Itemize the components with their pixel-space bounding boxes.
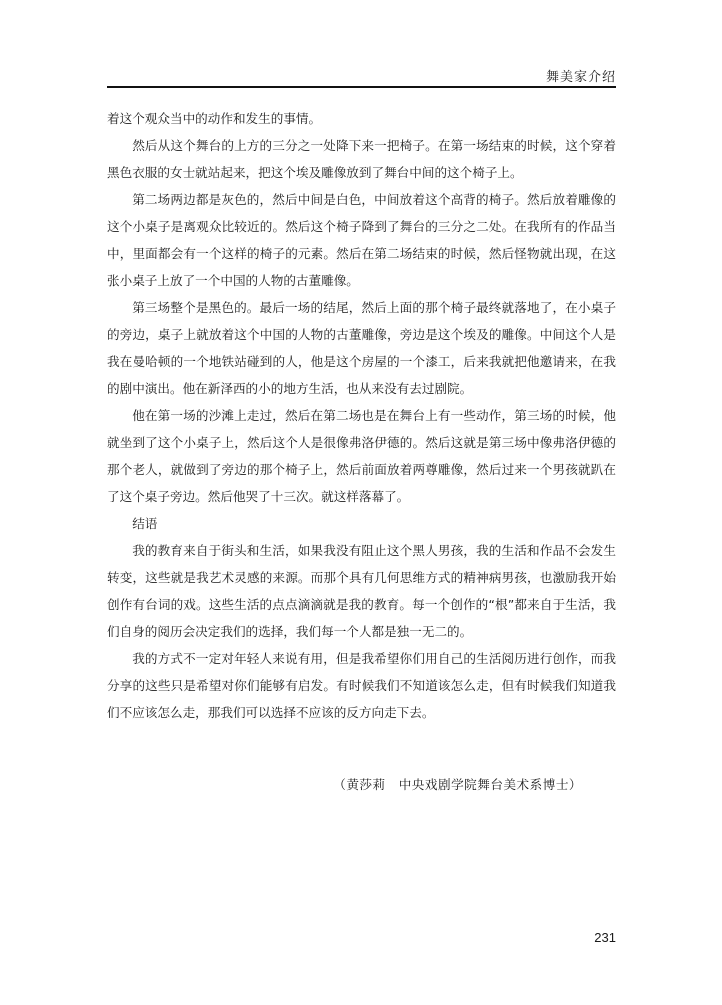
author-signature: （黄莎莉 中央戏剧学院舞台美术系博士）: [333, 777, 582, 792]
paragraph: 我的教育来自于街头和生活，如果我没有阻止这个黑人男孩，我的生活和作品不会发生转变，这些就是我艺术灵感的来源。而那个具有几何思维方式的精神病男孩，也激励我开始创作有台词的戏。这些生活的点点滴滴就是我的教育。每一个创作的“根”都来自于生活，我们自身的阅历会决定我们的选择，我们每一个人都是独一无二的。: [107, 543, 616, 639]
page-number: 231: [594, 930, 616, 945]
body-text: [107, 105, 616, 726]
paragraph: 我的方式不一定对年轻人来说有用，但是我希望你们用自己的生活阅历进行创作，而我分享的这些只是希望对你们能够有启发。有时候我们不知道该怎么走，但有时候我们知道我们不应该怎么走，那我们可以选择不应该的反方向走下去。: [107, 651, 616, 720]
paragraph: 然后从这个舞台的上方的三分之一处降下来一把椅子。在第一场结束的时候，这个穿着黑色衣服的女士就站起来，把这个埃及雕像放到了舞台中间的这个椅子上。: [107, 138, 616, 180]
paragraph: 他在第一场的沙滩上走过，然后在第二场也是在舞台上有一些动作，第三场的时候，他就坐到了这个小桌子上，然后这个人是很像弗洛伊德的。然后这就是第三场中像弗洛伊德的那个老人，就做到了旁边的那个椅子上，然后前面放着两尊雕像，然后过来一个男孩就趴在了这个桌子旁边。然后他哭了十三次。就这样落幕了。: [107, 408, 616, 504]
running-header: 舞美家介绍: [545, 70, 616, 85]
paragraph: 第二场两边都是灰色的，然后中间是白色，中间放着这个高背的椅子。然后放着雕像的这个小桌子是离观众比较近的。然后这个椅子降到了舞台的三分之二处。在我所有的作品当中，里面都会有一个这样的椅子的元素。然后在第二场结束的时候，然后怪物就出现，在这张小桌子上放了一个中国的人物的古董雕像。: [107, 192, 616, 288]
paragraph: 着这个观众当中的动作和发生的事情。: [107, 111, 322, 126]
header-rule: [107, 86, 616, 88]
section-heading: 结语: [132, 516, 158, 531]
paragraph: 第三场整个是黑色的。最后一场的结尾，然后上面的那个椅子最终就落地了，在小桌子的旁边，桌子上就放着这个中国的人物的古董雕像，旁边是这个埃及的雕像。中间这个人是我在曼哈顿的一个地铁站碰到的人，他是这个房屋的一个漆工，后来我就把他邀请来，在我的剧中演出。他在新泽西的小的地方生活，也从来没有去过剧院。: [107, 300, 616, 396]
